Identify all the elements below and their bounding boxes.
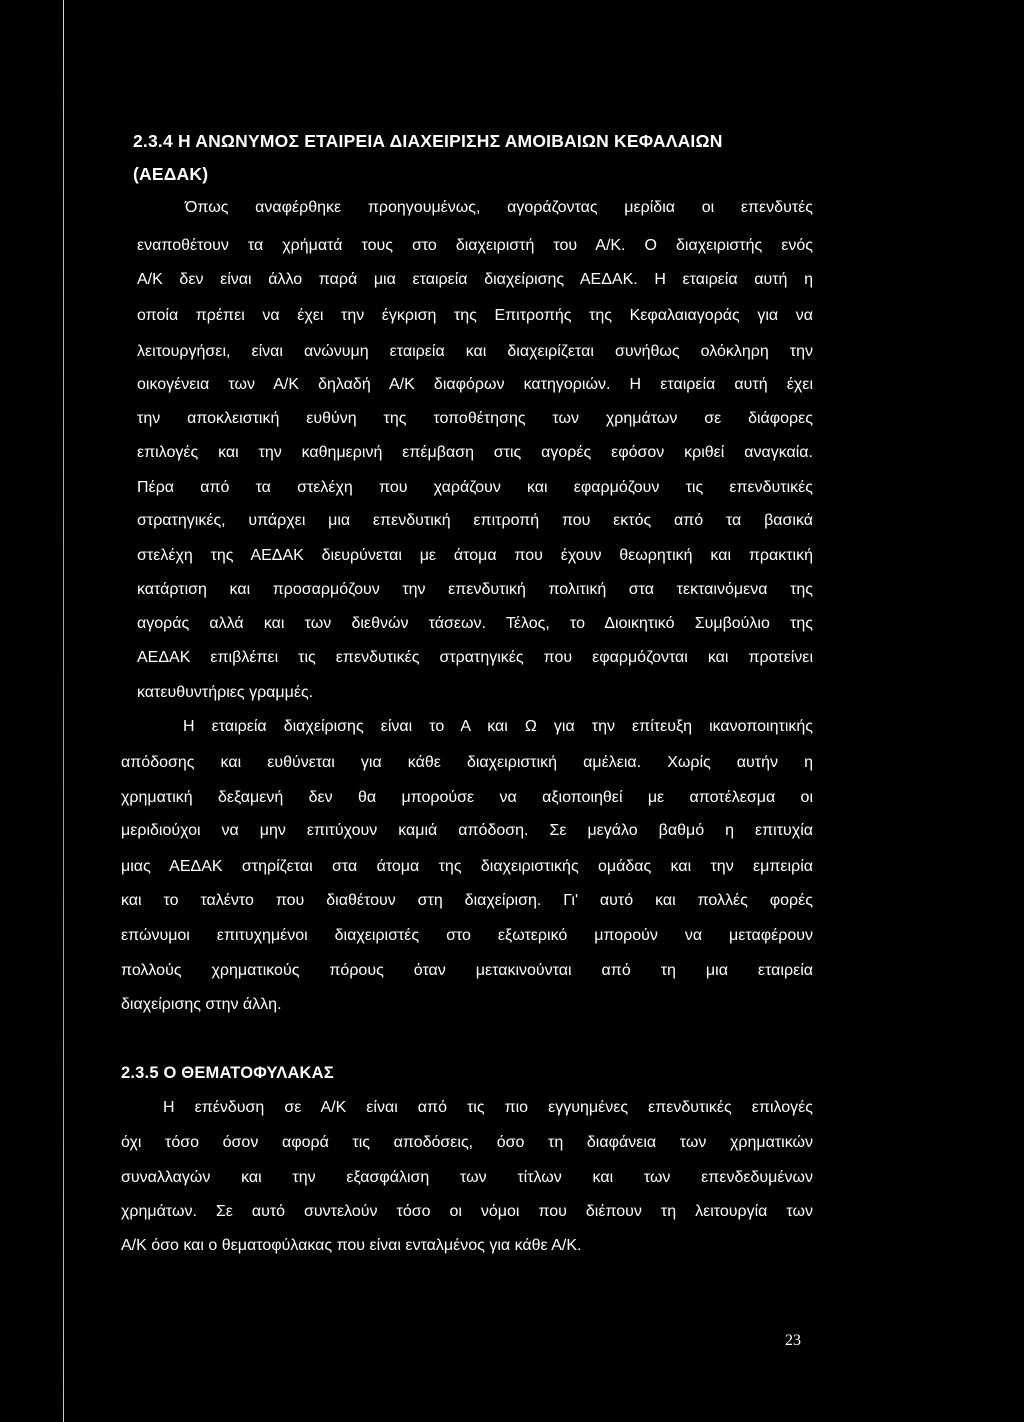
- paragraph-line: Α/Κ δεν είναι άλλο παρά μια εταιρεία διαχείρισης ΑΕΔΑΚ. Η εταιρεία αυτή η: [137, 271, 813, 288]
- paragraph-line: πολλούς χρηματικούς πόρους όταν μετακινούνται από τη μια εταιρεία: [121, 962, 813, 979]
- scan-edge-line: [63, 0, 64, 1422]
- paragraph-line: επιλογές και την καθημερινή επέμβαση στις αγορές εφόσον κριθεί αναγκαία.: [137, 444, 813, 461]
- paragraph-line: οικογένεια των Α/Κ δηλαδή Α/Κ διαφόρων κατηγοριών. Η εταιρεία αυτή έχει: [137, 376, 813, 393]
- paragraph-line: την αποκλειστική ευθύνη της τοποθέτησης των χρημάτων σε διάφορες: [137, 410, 813, 427]
- paragraph-line: και το ταλέντο που διαθέτουν στη διαχείριση. Γι' αυτό και πολλές φορές: [121, 892, 813, 909]
- paragraph-line: Α/Κ όσο και ο θεματοφύλακας που είναι ενταλμένος για κάθε Α/Κ.: [121, 1237, 582, 1254]
- paragraph-line: οποία πρέπει να έχει την έγκριση της Επιτροπής της Κεφαλαιαγοράς για να: [137, 307, 813, 324]
- paragraph-line: αγοράς αλλά και των διεθνών τάσεων. Τέλος, το Διοικητικό Συμβούλιο της: [137, 615, 813, 632]
- paragraph-line: χρηματική δεξαμενή δεν θα μπορούσε να αξιοποιηθεί με αποτέλεσμα οι: [121, 789, 813, 806]
- paragraph-line: στρατηγικές, υπάρχει μια επενδυτική επιτροπή που εκτός από τα βασικά: [137, 512, 813, 529]
- section-heading-2-3-4: 2.3.4 Η ΑΝΩΝΥΜΟΣ ΕΤΑΙΡΕΙΑ ΔΙΑΧΕΙΡΙΣΗΣ ΑΜΟΙΒΑΙΩΝ ΚΕΦΑΛΑΙΩΝ: [133, 131, 723, 151]
- paragraph-line: μεριδιούχοι να μην επιτύχουν καμιά απόδοση. Σε μεγάλο βαθμό η επιτυχία: [121, 822, 813, 839]
- paragraph-line: Πέρα από τα στελέχη που χαράζουν και εφαρμόζουν τις επενδυτικές: [137, 479, 813, 496]
- paragraph-line: χρημάτων. Σε αυτό συντελούν τόσο οι νόμοι που διέπουν τη λειτουργία των: [121, 1203, 813, 1220]
- paragraph-line: εναποθέτουν τα χρήματά τους στο διαχειριστή του Α/Κ. Ο διαχειριστής ενός: [137, 237, 813, 254]
- paragraph-line: διαχείρισης στην άλλη.: [121, 996, 282, 1013]
- paragraph-line: επώνυμοι επιτυχημένοι διαχειριστές στο εξωτερικό μπορούν να μεταφέρουν: [121, 927, 813, 944]
- paragraph-line: όχι τόσο όσον αφορά τις αποδόσεις, όσο τη διαφάνεια των χρηματικών: [121, 1134, 813, 1151]
- paragraph-line: ΑΕΔΑΚ επιβλέπει τις επενδυτικές στρατηγικές που εφαρμόζονται και προτείνει: [137, 649, 813, 666]
- page-number: 23: [785, 1332, 801, 1349]
- paragraph-line: Η επένδυση σε Α/Κ είναι από τις πιο εγγυημένες επενδυτικές επιλογές: [163, 1099, 813, 1116]
- paragraph-line: κατευθυντήριες γραμμές.: [137, 684, 314, 701]
- paragraph-line: μιας ΑΕΔΑΚ στηρίζεται στα άτομα της διαχειριστικής ομάδας και την εμπειρία: [121, 858, 813, 875]
- paragraph-line: Όπως αναφέρθηκε προηγουμένως, αγοράζοντας μερίδια οι επενδυτές: [185, 199, 813, 216]
- paragraph-line: απόδοσης και ευθύνεται για κάθε διαχειριστική αμέλεια. Χωρίς αυτήν η: [121, 754, 813, 771]
- paragraph-line: λειτουργήσει, είναι ανώνυμη εταιρεία και διαχειρίζεται συνήθως ολόκληρη την: [137, 343, 813, 360]
- paragraph-line: στελέχη της ΑΕΔΑΚ διευρύνεται με άτομα που έχουν θεωρητική και πρακτική: [137, 547, 813, 564]
- section-heading-2-3-4-continued: (ΑΕΔΑΚ): [133, 164, 209, 184]
- paragraph-line: κατάρτιση και προσαρμόζουν την επενδυτική πολιτική στα τεκταινόμενα της: [137, 581, 813, 598]
- section-heading-2-3-5: 2.3.5 Ο ΘΕΜΑΤΟΦΥΛΑΚΑΣ: [121, 1064, 334, 1082]
- paragraph-line: συναλλαγών και την εξασφάλιση των τίτλων και των επενδεδυμένων: [121, 1169, 813, 1186]
- paragraph-line: Η εταιρεία διαχείρισης είναι το Α και Ω για την επίτευξη ικανοποιητικής: [183, 718, 813, 735]
